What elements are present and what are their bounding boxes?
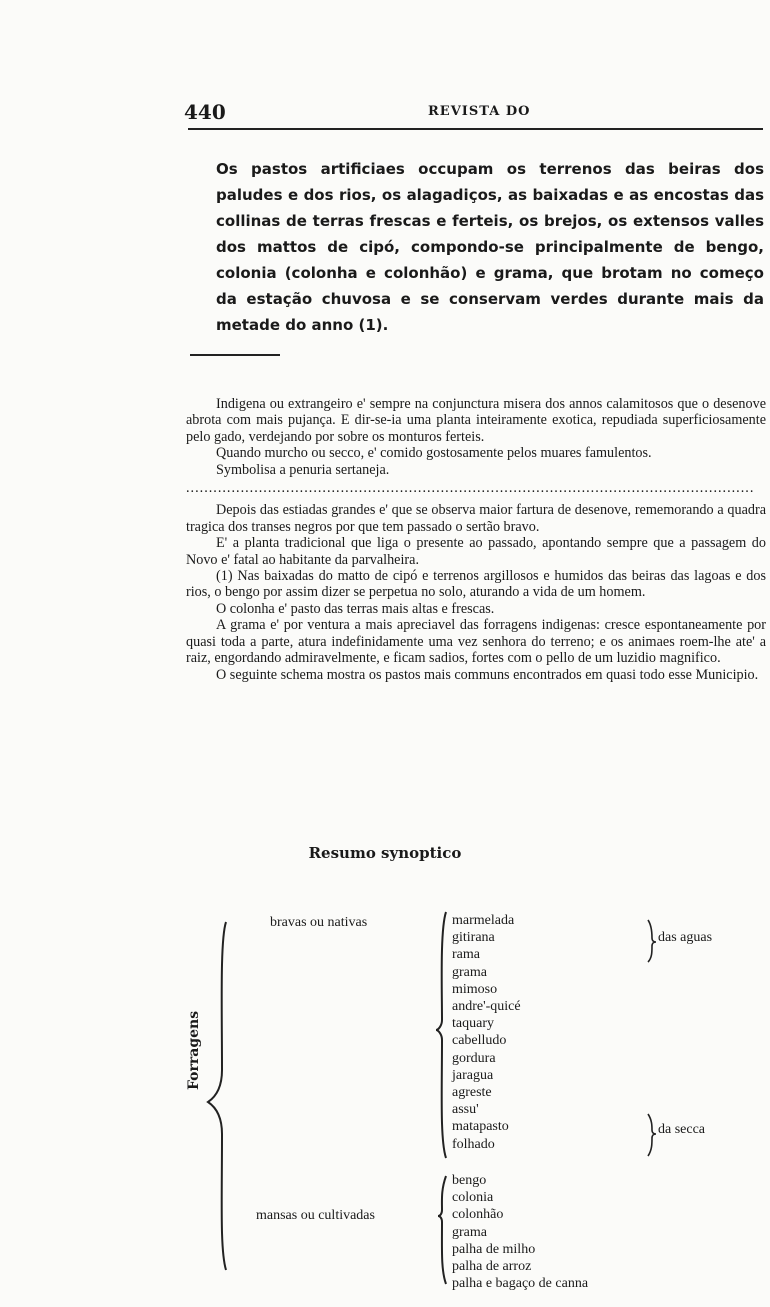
- footnote-1: (1) Nas baixadas do matto de cipó e terrenos argillosos e humidos das beiras das lagoas e dos rios, o bengo por assim dizer se perpetua no solo, aturando a vida de um homem.: [186, 568, 766, 601]
- list-item: palha de arroz: [452, 1259, 532, 1275]
- main-brace: [208, 922, 226, 1270]
- list-item: jaragua: [452, 1067, 494, 1083]
- list-item: folhado: [452, 1136, 495, 1152]
- list-item: assu': [452, 1102, 479, 1118]
- list-item: cabelludo: [452, 1033, 507, 1049]
- page-number: 440: [184, 100, 226, 124]
- cultivated-items-list: [452, 1172, 588, 1292]
- list-item: marmelada: [452, 913, 515, 928]
- schema-title: Resumo synoptico: [308, 844, 462, 862]
- cultivated-brace: [438, 1176, 446, 1284]
- list-item: grama: [452, 964, 487, 980]
- list-item: rama: [452, 947, 480, 963]
- list-item: colonia: [452, 1190, 494, 1206]
- list-item: taquary: [452, 1016, 494, 1032]
- note-paragraph: Quando murcho ou secco, e' comido gostosamente pelos muares famulentos.: [216, 445, 652, 462]
- wild-brace: [436, 912, 446, 1158]
- wild-items-list: [452, 912, 521, 1153]
- waters-brace: [648, 920, 656, 962]
- running-title: REVISTA DO: [428, 104, 531, 119]
- list-item: palha de milho: [452, 1241, 536, 1257]
- synoptic-schema: Forragens bravas ou nativas marmelada gitirana rama grama mimoso andre'-quicé taquary cabelludo gordura jaragua agreste assu' matapasto folhado das aguas da secca mansas ou cultivadas bengo colonia colonhão grama palha de milho palha de arroz palha e bagaço de canna: [0, 0, 770, 1307]
- list-item: palha e bagaço de canna: [452, 1276, 589, 1292]
- list-item: agreste: [452, 1085, 492, 1101]
- dry-group-label: da secca: [658, 1122, 706, 1137]
- list-item: gitirana: [452, 930, 495, 946]
- dotted-separator: .............................................................................................................................: [186, 480, 755, 497]
- note-paragraph: Symbolisa a penuria sertaneja.: [216, 461, 390, 478]
- list-item: matapasto: [452, 1119, 509, 1135]
- list-item: colonhão: [452, 1207, 504, 1223]
- note-paragraph: E' a planta tradicional que liga o presente ao passado, apontando sempre que a passagem do Novo e' fatal ao habitante da parvalheira.: [186, 535, 766, 568]
- list-item: grama: [452, 1224, 487, 1240]
- note-paragraph: Indigena ou extrangeiro e' sempre na conjunctura misera dos annos calamitosos que o desenove abrota com mais pujança. E dir-se-ia uma planta inteiramente exotica, repudiada superficiosamente pelo gado, verdejando por sobre os monturos ferteis.: [186, 396, 766, 445]
- main-paragraph-text: Os pastos artificiaes occupam os terrenos das beiras dos paludes e dos rios, os alagadiços, as baixadas e as encostas das collinas de terras frescas e ferteis, os brejos, os extensos valles dos mattos de cipó, compondo-se principalmente de bengo, colonia (colonha e colonhão) e grama, que brotam no começo da estação chuvosa e se conservam verdes durante mais da metade do anno (1).: [216, 160, 764, 334]
- wild-category-label: bravas ou nativas: [270, 915, 368, 930]
- note-paragraph: A grama e' por ventura a mais apreciavel das forragens indigenas: cresce espontaneamente por quasi toda a parte, atura indefinidamente uma vez senhora do terreno; e os animaes roem-lhe ate' a raiz, engordando admiravelmente, e ficam sadios, fortes com o pello de um luzidio magnifico.: [186, 617, 766, 667]
- list-item: bengo: [452, 1173, 487, 1188]
- list-item: mimoso: [452, 981, 498, 997]
- dry-brace: [648, 1114, 656, 1156]
- list-item: gordura: [452, 1050, 496, 1066]
- note-paragraph: O colonha e' pasto das terras mais altas e frescas.: [216, 600, 495, 617]
- note-paragraph: Depois das estiadas grandes e' que se observa maior fartura de desenove, rememorando a quadra tragica dos transes negros por que tem passado o sertão bravo.: [186, 502, 766, 535]
- cultivated-category-label: mansas ou cultivadas: [256, 1208, 375, 1223]
- list-item: andre'-quicé: [452, 999, 521, 1015]
- waters-group-label: das aguas: [658, 930, 713, 945]
- note-paragraph: O seguinte schema mostra os pastos mais communs encontrados em quasi todo esse Municipio.: [216, 666, 759, 683]
